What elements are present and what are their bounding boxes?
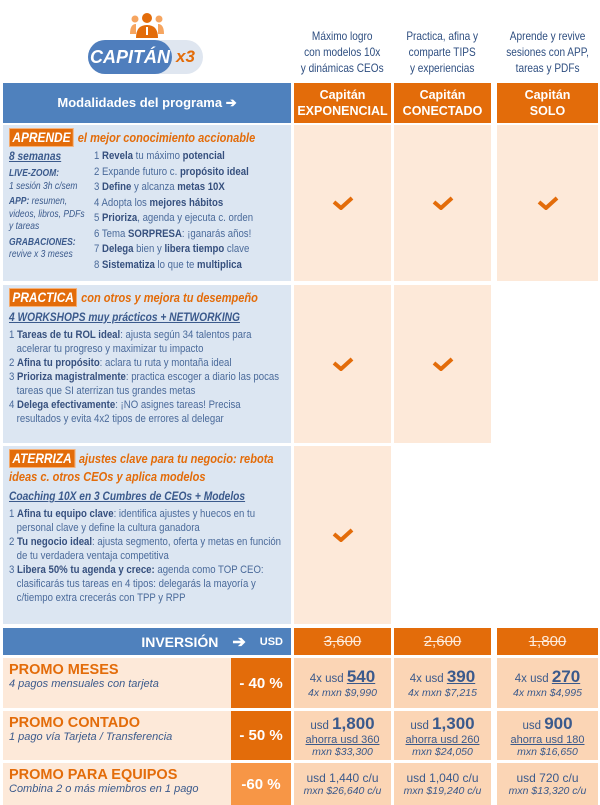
plan-header-conectado: Capitán CONECTADO bbox=[394, 83, 491, 123]
aterriza-item: 2 Tu negocio ideal: ajusta segmento, oferta y metas en función de tu verdadera ventaja competitiva bbox=[9, 536, 282, 562]
aterriza-title: ajustes clave para tu negocio: rebota ideas c. otros CEOs y aplica modelos bbox=[9, 451, 274, 484]
aprende-item: 4 Adopta los mejores hábitos bbox=[94, 196, 224, 209]
arrow-right-icon: ➔ bbox=[232, 633, 246, 651]
list-price-conectado: 2,600 bbox=[394, 628, 491, 655]
check-icon bbox=[332, 528, 354, 542]
promo-price-cell: usd 1,040 c/u mxn $19,240 c/u bbox=[394, 763, 491, 805]
aprende-item: 3 Define y alcanza metas 10X bbox=[94, 181, 225, 193]
column-description-exponencial: Máximo logro con modelos 10x y dinámicas CEOs bbox=[301, 29, 384, 75]
check-practica-exponencial bbox=[294, 285, 391, 443]
column-description-conectado: Practica, afina y comparte TIPS y experiencias bbox=[406, 29, 479, 75]
aterriza-sub: Coaching 10X en 3 Cumbres de CEOs + Modelos bbox=[9, 489, 246, 503]
aterriza-item: 1 Afina tu equipo clave: identifica ajustes y huecos en tu personal clave y define la cultura ganadora bbox=[9, 508, 256, 534]
promo-label: PROMO CONTADO 1 pago vía Tarjeta / Transferencia bbox=[3, 711, 231, 760]
promo-price-cell: 4x usd 390 4x mxn $7,215 bbox=[394, 658, 491, 708]
check-icon bbox=[537, 196, 559, 210]
check-icon bbox=[332, 196, 354, 210]
check-practica-conectado bbox=[394, 285, 491, 443]
aterriza-tag: ATERRIZA bbox=[9, 449, 75, 468]
list-price-exponencial: 3,600 bbox=[294, 628, 391, 655]
column-description-solo: Aprende y revive sesiones con APP, tareas y PDFs bbox=[506, 29, 589, 75]
modalidades-header: Modalidades del programa ➔ bbox=[3, 83, 291, 123]
promo-discount: - 50 % bbox=[231, 711, 291, 760]
practica-item: 1 Tareas de tu ROL ideal: ajusta según 34 talentos para acelerar tu progreso y maximizar tu impacto bbox=[9, 329, 252, 355]
promo-discount: -60 % bbox=[231, 763, 291, 805]
check-icon bbox=[332, 357, 354, 371]
check-aterriza-exponencial bbox=[294, 446, 391, 624]
practica-title: con otros y mejora tu desempeño bbox=[81, 290, 258, 305]
promo-price-cell: usd 900 ahorra usd 180 mxn $16,650 bbox=[497, 711, 598, 760]
promo-label: PROMO PARA EQUIPOS Combina 2 o más miembros en 1 pago bbox=[3, 763, 231, 805]
check-icon bbox=[432, 196, 454, 210]
aprende-item: 8 Sistematiza lo que te multiplica bbox=[94, 258, 242, 271]
capitan-x3-logo bbox=[88, 12, 203, 80]
promo-price-cell: usd 1,800 ahorra usd 360 mxn $33,300 bbox=[294, 711, 391, 760]
practica-tag: PRACTICA bbox=[9, 288, 77, 307]
aprende-section: APRENDE el mejor conocimiento accionable 8 semanas LIVE-ZOOM: 1 sesión 3h c/sem APP: resumen, videos, libros, PDFs y tareas GRABACIONES: revive x 3 meses 1 Revela tu máximo potencial 2 Expande futuro c. propósito ideal 3 Define y alcanza metas 10X 4 Adopta los mejores hábitos 5 Prioriza, agenda y ejecuta c. orden 6 Tema SORPRESA: ¡ganarás años! 7 Delega bien y libera tiempo clave 8 Sistematiza lo que te multiplica bbox=[3, 125, 291, 281]
aterriza-list bbox=[9, 507, 285, 605]
check-icon bbox=[432, 357, 454, 371]
aprende-item: 5 Prioriza, agenda y ejecuta c. orden bbox=[94, 212, 254, 224]
inversion-header: INVERSIÓN ➔ USD bbox=[3, 628, 291, 655]
plan-header-solo: Capitán SOLO bbox=[497, 83, 598, 123]
practica-item: 4 Delega efectivamente: ¡NO asignes tareas! Precisa resultados y evita 4x2 tipos de errores al delegar bbox=[9, 399, 241, 425]
aprende-tag: APRENDE bbox=[9, 128, 74, 147]
promo-price-cell: usd 1,300 ahorra usd 260 mxn $24,050 bbox=[394, 711, 491, 760]
promo-price-cell: usd 720 c/u mxn $13,320 c/u bbox=[497, 763, 598, 805]
aprende-item: 7 Delega bien y libera tiempo clave bbox=[94, 243, 250, 255]
promo-price-cell: usd 1,440 c/u mxn $26,640 c/u bbox=[294, 763, 391, 805]
practica-sub: 4 WORKSHOPS muy prácticos + NETWORKING bbox=[9, 310, 240, 324]
promo-discount: - 40 % bbox=[231, 658, 291, 708]
promo-price-cell: 4x usd 270 4x mxn $4,995 bbox=[497, 658, 598, 708]
check-aprende-exponencial bbox=[294, 125, 391, 281]
team-icon bbox=[130, 12, 164, 38]
promo-price-cell: 4x usd 540 4x mxn $9,990 bbox=[294, 658, 391, 708]
aterriza-section bbox=[3, 446, 291, 624]
check-aprende-conectado bbox=[394, 125, 491, 281]
aprende-item: 6 Tema SORPRESA: ¡ganarás años! bbox=[94, 227, 252, 240]
practica-item: 2 Afina tu propósito: aclara tu ruta y montaña ideal bbox=[9, 357, 232, 369]
aprende-item: 2 Expande futuro c. propósito ideal bbox=[94, 165, 249, 178]
plan-header-exponencial: Capitán EXPONENCIAL bbox=[294, 83, 391, 123]
promo-label: PROMO MESES 4 pagos mensuales con tarjeta bbox=[3, 658, 231, 708]
list-price-solo: 1,800 bbox=[497, 628, 598, 655]
check-aprende-solo bbox=[497, 125, 598, 281]
logo-text: CAPITÁN bbox=[88, 40, 172, 74]
aprende-item: 1 Revela tu máximo potencial bbox=[94, 150, 225, 162]
practica-list bbox=[9, 328, 285, 426]
aprende-title: el mejor conocimiento accionable bbox=[77, 130, 256, 145]
aprende-list bbox=[94, 149, 253, 273]
aterriza-item: 3 Libera 50% tu agenda y crece: agenda como TOP CEO: clasificarás tus tareas en 4 tipos: delegarás la mayoría y c/tiempo extra crecerás con TPP y RPP bbox=[9, 564, 264, 604]
logo-suffix: x3 bbox=[176, 47, 195, 66]
practica-section bbox=[3, 285, 291, 443]
aprende-duration: 8 semanas bbox=[9, 149, 62, 163]
practica-item: 3 Prioriza magistralmente: practica escoger a diario las pocas tareas que SI aterrizan tus grandes metas bbox=[9, 371, 280, 397]
